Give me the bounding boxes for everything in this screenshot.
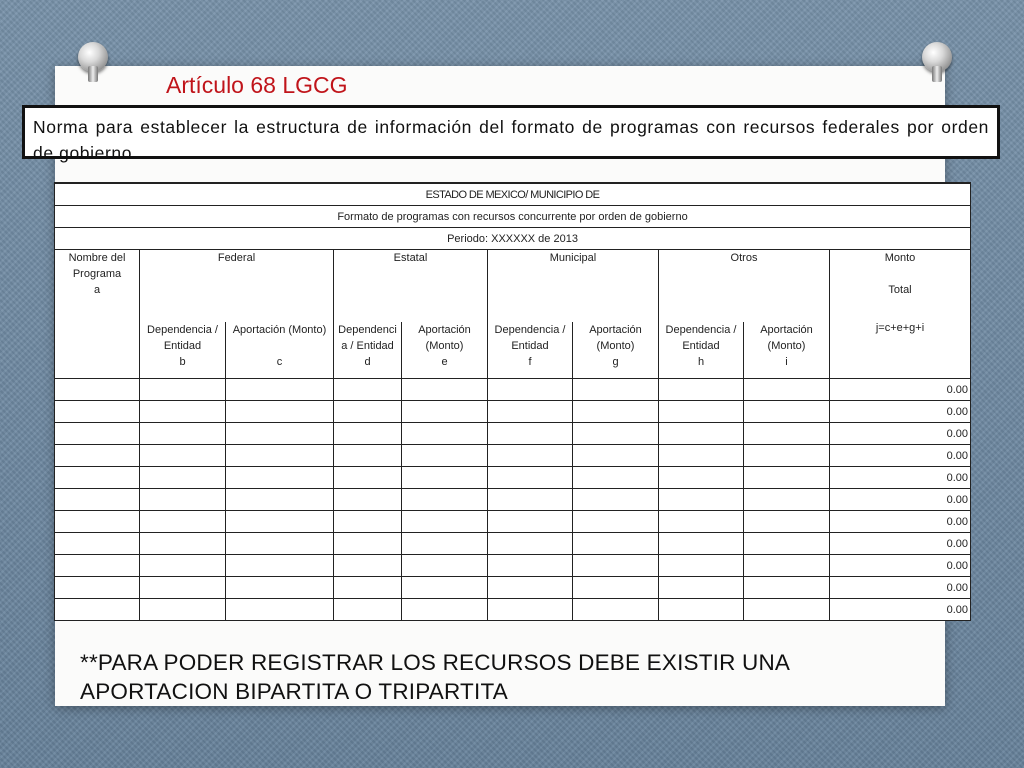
sub-letter: f — [528, 356, 532, 368]
monto-label: Monto — [884, 252, 916, 264]
table-cell — [334, 445, 402, 467]
sub-line: Aportación — [760, 324, 813, 336]
table-cell — [140, 555, 226, 577]
table-cell — [140, 379, 226, 401]
table-cell — [55, 555, 140, 577]
formato-programas-table — [54, 182, 971, 621]
sub-dependencia-b — [140, 322, 226, 379]
table-cell — [402, 533, 488, 555]
table-cell — [573, 401, 659, 423]
table-cell — [488, 577, 573, 599]
footer-note: **PARA PODER REGISTRAR LOS RECURSOS DEBE EXISTIR UNA APORTACION BIPARTITA O TRIPARTITA — [80, 650, 789, 704]
header-line: Nombre del — [68, 252, 126, 264]
pin-neck — [932, 66, 942, 82]
table-row — [55, 379, 971, 401]
table-cell — [488, 423, 573, 445]
title-row — [55, 228, 971, 250]
table-row — [55, 599, 971, 621]
table-row — [55, 577, 971, 599]
table-cell — [226, 467, 334, 489]
table-cell — [55, 379, 140, 401]
spacer — [830, 266, 970, 282]
table-cell — [573, 555, 659, 577]
sub-letter: c — [276, 356, 283, 368]
sub-line: Aportación — [589, 324, 642, 336]
table-cell — [402, 555, 488, 577]
table-cell — [140, 599, 226, 621]
table-cell — [744, 467, 830, 489]
title-row — [55, 206, 971, 228]
table-cell — [659, 445, 744, 467]
table-cell — [659, 533, 744, 555]
sub-line: Dependenci — [338, 324, 397, 336]
table-row — [55, 489, 971, 511]
table-row — [55, 533, 971, 555]
table-cell — [744, 379, 830, 401]
sub-aportacion-i — [744, 322, 830, 379]
sub-letter: g — [612, 356, 619, 368]
table-cell — [488, 489, 573, 511]
table-cell — [488, 445, 573, 467]
table-cell — [226, 599, 334, 621]
sub-line: a / Entidad — [341, 340, 394, 352]
monto-total-value: 0.00 — [830, 401, 971, 423]
table-cell — [659, 577, 744, 599]
monto-total-value: 0.00 — [830, 379, 971, 401]
table-cell — [744, 599, 830, 621]
sub-line: Dependencia / — [665, 324, 737, 336]
table-cell — [55, 533, 140, 555]
table-cell — [744, 445, 830, 467]
col-monto-total — [830, 250, 971, 379]
table-cell — [334, 379, 402, 401]
table-cell — [226, 445, 334, 467]
table-cell — [573, 533, 659, 555]
table-cell — [402, 467, 488, 489]
table-cell — [226, 577, 334, 599]
table-cell — [744, 577, 830, 599]
sub-line: Aportación — [418, 324, 471, 336]
table-cell — [744, 489, 830, 511]
table-cell — [402, 489, 488, 511]
sub-letter: i — [785, 356, 788, 368]
table-cell — [744, 533, 830, 555]
table-cell — [226, 555, 334, 577]
sub-letter: b — [179, 356, 186, 368]
table-cell — [334, 489, 402, 511]
table-cell — [488, 511, 573, 533]
table-cell — [140, 533, 226, 555]
table-cell — [659, 401, 744, 423]
table-cell — [140, 401, 226, 423]
table-cell — [744, 401, 830, 423]
table-cell — [55, 445, 140, 467]
table-row — [55, 445, 971, 467]
group-municipal: Municipal — [488, 250, 659, 323]
table-cell — [55, 489, 140, 511]
col-nombre-programa — [55, 250, 140, 379]
table-cell — [226, 533, 334, 555]
table-cell — [659, 467, 744, 489]
table-row — [55, 467, 971, 489]
header-line: Programa — [72, 268, 122, 280]
table-cell — [402, 599, 488, 621]
table-cell — [334, 401, 402, 423]
sub-line: Entidad — [163, 340, 202, 352]
table-title-period: Periodo: XXXXXX de 2013 — [55, 228, 971, 250]
table-cell — [659, 423, 744, 445]
sub-aportacion-c — [226, 322, 334, 379]
monto-total-value: 0.00 — [830, 423, 971, 445]
table-cell — [334, 577, 402, 599]
monto-total-value: 0.00 — [830, 599, 971, 621]
table-cell — [55, 599, 140, 621]
sub-dependencia-h — [659, 322, 744, 379]
sub-line: Aportación (Monto) — [232, 324, 327, 336]
sub-dependencia-f — [488, 322, 573, 379]
group-federal: Federal — [140, 250, 334, 323]
table-cell — [402, 423, 488, 445]
norma-description-box: Norma para establecer la estructura de información del formato de programas con recursos federales por orden de gobierno — [22, 105, 1000, 159]
table-cell — [226, 379, 334, 401]
monto-total-value: 0.00 — [830, 533, 971, 555]
table-cell — [744, 555, 830, 577]
table-cell — [226, 401, 334, 423]
table-cell — [402, 401, 488, 423]
sub-letter: d — [364, 356, 371, 368]
table-cell — [226, 489, 334, 511]
table-cell — [140, 467, 226, 489]
page-title: Artículo 68 LGCG — [166, 72, 348, 98]
table-cell — [226, 511, 334, 533]
table-cell — [744, 423, 830, 445]
sub-line: Entidad — [682, 340, 720, 352]
table-title-entity: ESTADO DE MEXICO/ MUNICIPIO DE — [55, 183, 971, 206]
table-cell — [659, 555, 744, 577]
table-cell — [573, 599, 659, 621]
table-cell — [488, 467, 573, 489]
header-letter: a — [93, 284, 101, 296]
table-cell — [573, 379, 659, 401]
sub-line: (Monto) — [425, 340, 464, 352]
table-body — [55, 379, 971, 621]
table-cell — [334, 533, 402, 555]
monto-total-value: 0.00 — [830, 577, 971, 599]
table-cell — [55, 467, 140, 489]
table-cell — [573, 577, 659, 599]
table-row — [55, 555, 971, 577]
group-estatal: Estatal — [334, 250, 488, 323]
table-cell — [55, 577, 140, 599]
push-pin-icon — [76, 42, 110, 84]
sub-line: (Monto) — [767, 340, 806, 352]
table-cell — [334, 599, 402, 621]
table-cell — [402, 379, 488, 401]
table-title-format: Formato de programas con recursos concurrente por orden de gobierno — [55, 206, 971, 228]
table-cell — [573, 423, 659, 445]
table-cell — [488, 533, 573, 555]
table-cell — [488, 379, 573, 401]
table-cell — [659, 379, 744, 401]
monto-total-value: 0.00 — [830, 489, 971, 511]
table-cell — [334, 423, 402, 445]
sub-line — [226, 338, 333, 354]
sub-aportacion-e — [402, 322, 488, 379]
table-cell — [488, 401, 573, 423]
sub-aportacion-g — [573, 322, 659, 379]
table-cell — [573, 467, 659, 489]
monto-total-value: 0.00 — [830, 467, 971, 489]
table-cell — [488, 555, 573, 577]
group-header-row — [55, 250, 971, 323]
table-cell — [659, 489, 744, 511]
table-cell — [140, 489, 226, 511]
table-cell — [55, 401, 140, 423]
table-cell — [744, 511, 830, 533]
sub-line: Dependencia / — [147, 324, 218, 336]
sub-line: Entidad — [511, 340, 549, 352]
table-cell — [334, 467, 402, 489]
sub-line: (Monto) — [596, 340, 635, 352]
push-pin-icon — [920, 42, 954, 84]
table-row — [55, 401, 971, 423]
table-row — [55, 423, 971, 445]
sub-letter: e — [441, 356, 448, 368]
spacer — [830, 298, 970, 320]
sub-line: Dependencia / — [494, 324, 566, 336]
table-cell — [140, 577, 226, 599]
table-cell — [55, 511, 140, 533]
table-cell — [226, 423, 334, 445]
pin-neck — [88, 66, 98, 82]
group-otros: Otros — [659, 250, 830, 323]
table-row — [55, 511, 971, 533]
table-cell — [573, 511, 659, 533]
monto-total-value: 0.00 — [830, 445, 971, 467]
table-cell — [402, 511, 488, 533]
table-cell — [334, 555, 402, 577]
sub-letter: h — [697, 356, 705, 368]
table-cell — [573, 489, 659, 511]
sub-dependencia-d — [334, 322, 402, 379]
table-cell — [140, 445, 226, 467]
table-cell — [659, 599, 744, 621]
table-cell — [488, 599, 573, 621]
table-cell — [140, 423, 226, 445]
monto-formula: j=c+e+g+i — [875, 322, 925, 334]
table-cell — [402, 445, 488, 467]
total-label: Total — [888, 284, 912, 296]
table-cell — [334, 511, 402, 533]
monto-total-value: 0.00 — [830, 555, 971, 577]
table-cell — [573, 445, 659, 467]
table-cell — [140, 511, 226, 533]
title-row — [55, 183, 971, 206]
table-cell — [55, 423, 140, 445]
monto-total-value: 0.00 — [830, 511, 971, 533]
table-cell — [402, 577, 488, 599]
table-cell — [659, 511, 744, 533]
